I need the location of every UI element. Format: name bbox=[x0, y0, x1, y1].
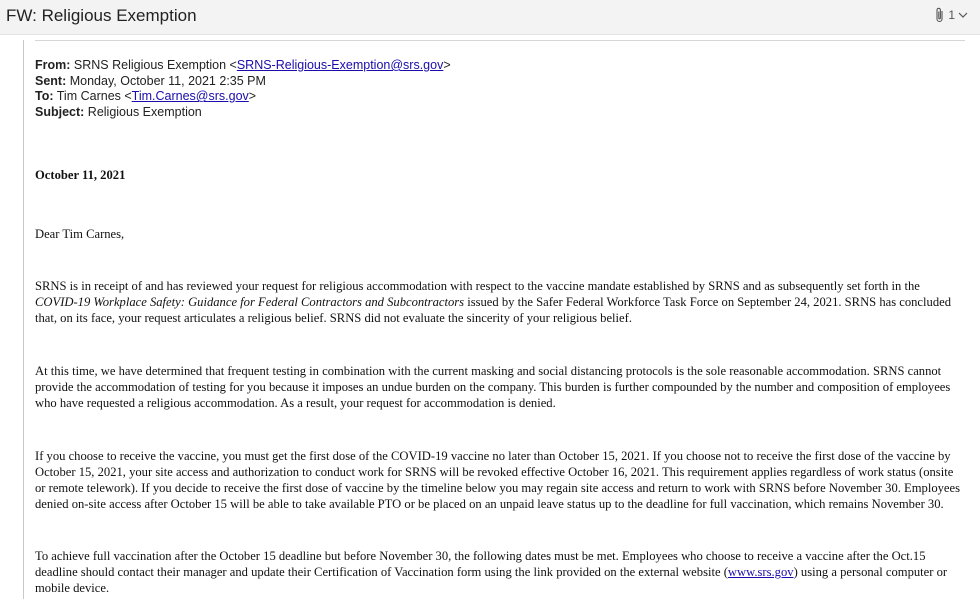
paragraph-1-text-b: issued by the Safer Federal Workforce Task Force on September 24, 2021. SRNS has concluded that, on its face, your request articulates a religious belief. SRNS did not evaluate the sincerity of your religious belief. bbox=[35, 295, 952, 326]
from-name: SRNS Religious Exemption < bbox=[73, 58, 237, 72]
from-label: From: bbox=[35, 58, 71, 72]
paragraph-1-text-a: SRNS is in receipt of and has reviewed your request for religious accommodation with respect to the vaccine mandate established by SRNS and as subsequently set forth in the bbox=[35, 279, 920, 293]
subject-line bbox=[35, 105, 451, 121]
message-subject-title: FW: Religious Exemption bbox=[6, 6, 197, 25]
to-close: > bbox=[248, 89, 257, 104]
message-title-bar bbox=[0, 0, 980, 35]
paragraph-4 bbox=[35, 548, 960, 596]
paragraph-3: If you choose to receive the vaccine, you must get the first dose of the COVID-19 vaccine no later than October 15, 2021. If you choose not to receive the first dose of the vaccine by October 15, 2021, your site access and authorization to conduct work for SRNS will be revoked effective October 16, 2021. This requirement applies regardless of work status (onsite or remote telework). If you decide to receive the first dose of vaccine by the timeline below you may regain site access and return to work with SRNS before November 30. Employees denied on-site access after October 15 will be able to take available PTO or be placed on an unpaid leave status up to the deadline for full vaccination, which remains November 30. bbox=[35, 449, 960, 512]
from-email-link[interactable]: SRNS-Religious-Exemption@srs.gov bbox=[236, 58, 444, 72]
to-email-link[interactable]: Tim.Carnes@srs.gov bbox=[131, 89, 249, 104]
attachment-toggle[interactable] bbox=[935, 7, 968, 23]
to-name: Tim Carnes < bbox=[56, 89, 132, 104]
paragraph-4-text-a: To achieve full vaccination after the October 15 deadline but before November 30, the following dates must be met. Employees who choose to receive a vaccine after the Oct.15 deadline should contact their manager and update their Certification of Vaccination form using the link provided on the external website ( bbox=[35, 549, 926, 580]
letter-date: October 11, 2021 bbox=[35, 168, 126, 182]
sent-label: Sent: bbox=[35, 73, 67, 88]
paragraph-1 bbox=[35, 278, 960, 326]
from-line bbox=[35, 58, 451, 74]
guidance-title: COVID-19 Workplace Safety: Guidance for Federal Contractors and Subcontractors bbox=[35, 295, 465, 310]
subject-value: Religious Exemption bbox=[87, 104, 202, 119]
to-line bbox=[35, 89, 451, 105]
attachment-count: 1 bbox=[948, 8, 955, 22]
chevron-down-icon[interactable] bbox=[958, 11, 968, 19]
sent-value: Monday, October 11, 2021 2:35 PM bbox=[69, 73, 266, 88]
to-label: To: bbox=[35, 89, 54, 104]
forwarded-headers bbox=[35, 58, 451, 120]
forward-quote-rule bbox=[23, 40, 24, 599]
paragraph-4-text-b: ) using a personal computer or mobile device. bbox=[35, 565, 948, 596]
paperclip-icon bbox=[935, 7, 945, 23]
subject-label: Subject: bbox=[35, 104, 85, 119]
from-close: > bbox=[443, 58, 451, 72]
sent-line bbox=[35, 74, 451, 90]
paragraph-2: At this time, we have determined that frequent testing in combination with the current masking and social distancing protocols is the sole reasonable accommodation. SRNS cannot provide the accommodation of testing for you because it imposes an undue burden on the company. This burden is further compounded by the number and composition of employees who have requested a religious accommodation. As a result, your request for accommodation is denied. bbox=[35, 364, 951, 411]
letter-salutation: Dear Tim Carnes, bbox=[35, 227, 125, 241]
srs-website-link[interactable]: www.srs.gov bbox=[727, 565, 794, 580]
header-separator bbox=[35, 40, 965, 41]
